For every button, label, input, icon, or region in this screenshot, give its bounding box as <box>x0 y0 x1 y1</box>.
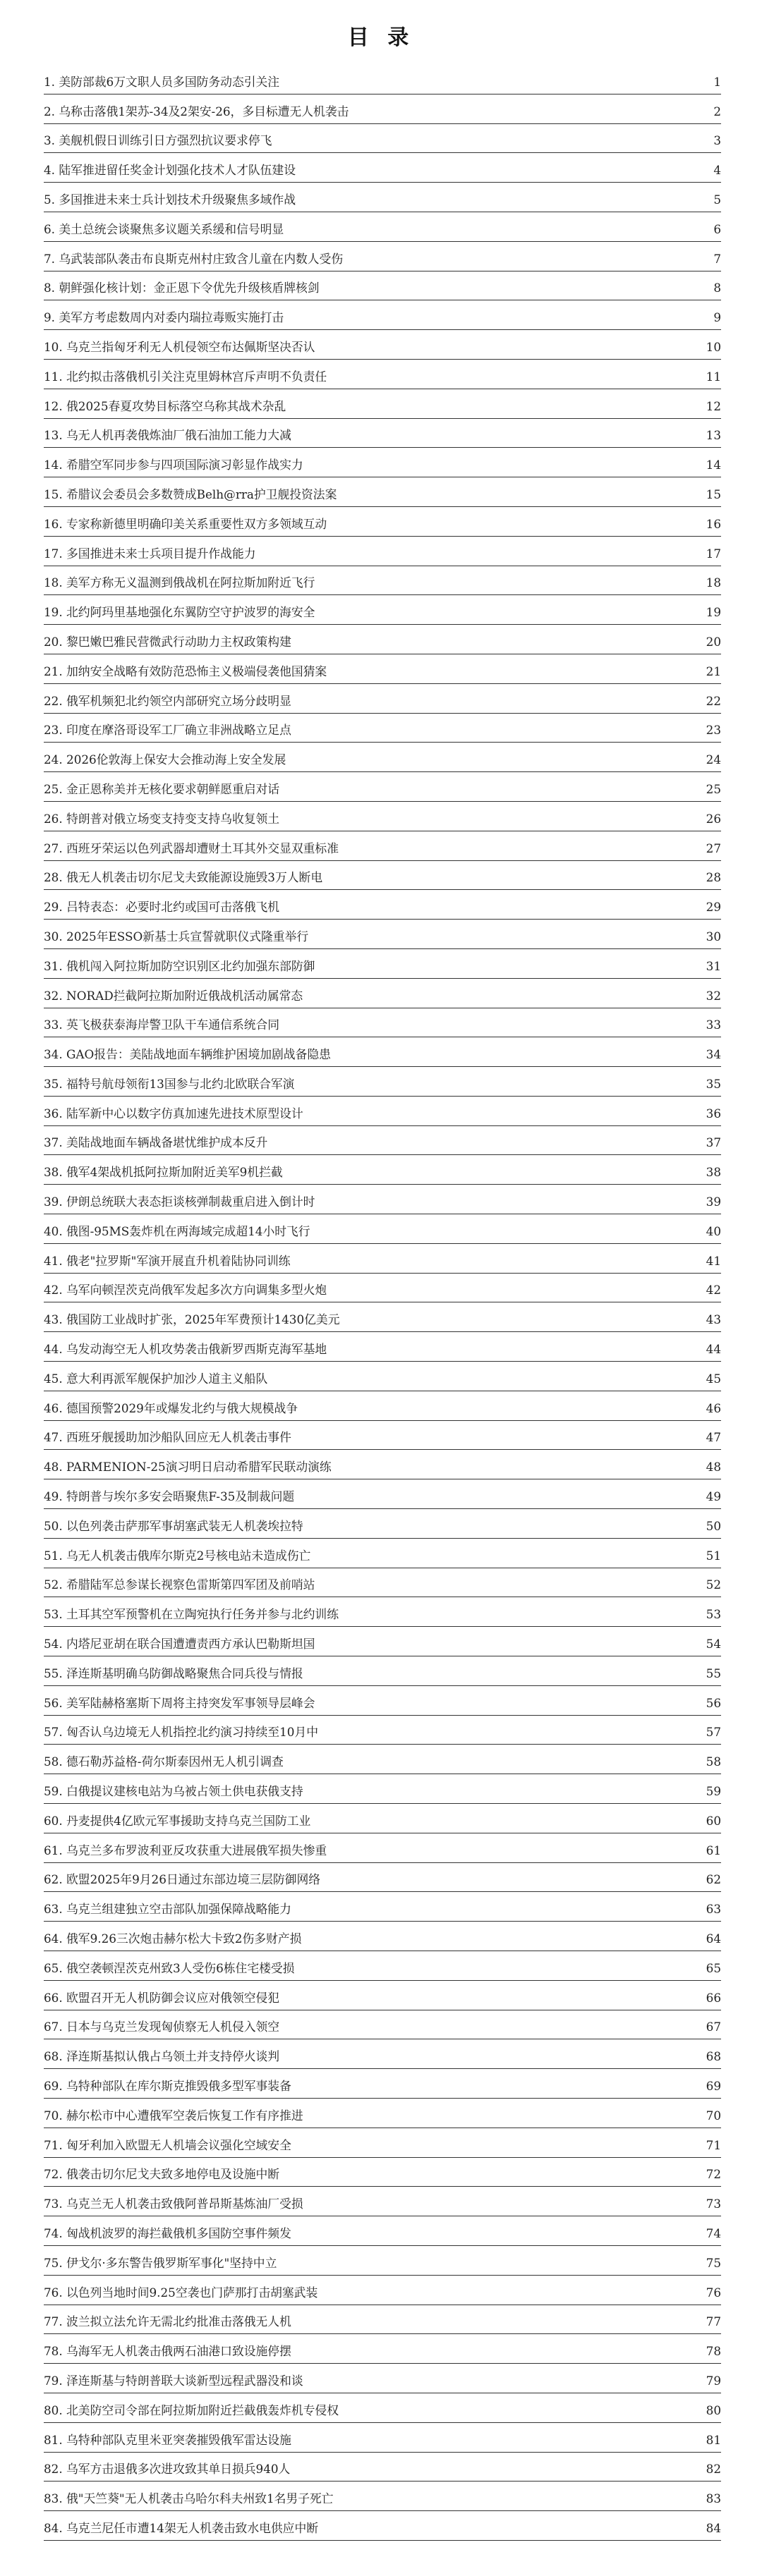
toc-entry-title: 51. 乌无人机袭击俄库尔斯克2号核电站未造成伤亡 <box>44 1548 311 1563</box>
toc-entry-title: 53. 土耳其空军预警机在立陶宛执行任务并参与北约训练 <box>44 1607 339 1622</box>
toc-entry-page-number: 73 <box>706 2197 721 2211</box>
toc-entry-title: 55. 泽连斯基明确乌防御战略聚焦合同兵役与情报 <box>44 1666 303 1680</box>
toc-entry-page-number: 43 <box>706 1312 721 1327</box>
toc-entry[interactable] <box>44 802 721 831</box>
toc-entry-title: 76. 以色列当地时间9.25空袭也门萨那打击胡塞武装 <box>44 2285 318 2300</box>
toc-entry-page-number: 48 <box>706 1460 721 1475</box>
toc-entry[interactable] <box>44 389 721 419</box>
toc-entry-page-number: 15 <box>706 487 721 501</box>
toc-entry[interactable] <box>44 831 721 861</box>
toc-entry-title: 17. 多国推进未来士兵项目提升作战能力 <box>44 546 256 561</box>
toc-entry[interactable] <box>44 153 721 183</box>
toc-entry-page-number: 22 <box>706 693 721 708</box>
toc-entry-title: 45. 意大利再派军舰保护加沙人道主义船队 <box>44 1371 268 1386</box>
toc-entry-page-number: 51 <box>706 1548 721 1563</box>
toc-entry-page-number: 66 <box>706 1990 721 2005</box>
toc-entry-page-number: 59 <box>706 1784 721 1799</box>
toc-entry-page-number: 65 <box>706 1960 721 1975</box>
toc-entry-title: 62. 欧盟2025年9月26日通过东部边境三层防御网络 <box>44 1872 321 1887</box>
toc-entry-title: 26. 特朗普对俄立场变支持变支持乌收复领土 <box>44 811 280 826</box>
toc-entry[interactable] <box>44 1509 721 1539</box>
toc-entry-title: 58. 德石勒苏益格-荷尔斯泰因州无人机引调查 <box>44 1754 284 1769</box>
toc-entry[interactable] <box>44 743 721 772</box>
toc-entry[interactable] <box>44 1981 721 2010</box>
toc-entry[interactable] <box>44 212 721 242</box>
toc-entry[interactable] <box>44 360 721 389</box>
toc-entry-title: 72. 俄袭击切尔尼戈夫致多地停电及设施中断 <box>44 2167 280 2182</box>
toc-entry-title: 48. PARMENION-25演习明日启动希腊军民联动演练 <box>44 1460 332 1475</box>
toc-entry-title: 36. 陆军新中心以数字仿真加速先进技术原型设计 <box>44 1106 303 1121</box>
toc-entry[interactable] <box>44 124 721 154</box>
toc-entry-page-number: 26 <box>706 811 721 826</box>
toc-entry[interactable] <box>44 2305 721 2335</box>
toc-entry[interactable] <box>44 94 721 124</box>
toc-entry-title: 49. 特朗普与埃尔多安会晤聚焦F-35及制裁问题 <box>44 1489 295 1504</box>
toc-entry-page-number: 41 <box>706 1253 721 1268</box>
toc-entry[interactable] <box>44 1067 721 1097</box>
toc-entry[interactable] <box>44 2069 721 2099</box>
toc-entry[interactable] <box>44 1126 721 1156</box>
toc-entry[interactable] <box>44 1244 721 1274</box>
toc-entry-title: 38. 俄军4架战机抵阿拉斯加附近美军9机拦截 <box>44 1165 283 1180</box>
toc-entry-page-number: 61 <box>706 1843 721 1857</box>
toc-entry-title: 50. 以色列袭击萨那军事胡塞武装无人机袭埃拉特 <box>44 1518 303 1533</box>
toc-entry[interactable] <box>44 2216 721 2246</box>
toc-entry[interactable] <box>44 1804 721 1833</box>
toc-entry[interactable] <box>44 448 721 477</box>
toc-entry-title: 30. 2025年ESSO新基士兵宣誓就职仪式隆重举行 <box>44 929 309 944</box>
toc-entry[interactable] <box>44 1391 721 1421</box>
toc-entry-page-number: 62 <box>706 1872 721 1887</box>
toc-entry-page-number: 63 <box>706 1902 721 1917</box>
toc-entry-page-number: 7 <box>713 251 721 266</box>
toc-entry-title: 4. 陆军推进留任奖金计划强化技术人才队伍建设 <box>44 163 296 178</box>
toc-entry-title: 19. 北约阿玛里基地强化东翼防空守护波罗的海安全 <box>44 605 315 620</box>
toc-entry-title: 34. GAO报告：美陆战地面车辆维护困境加剧战备隐患 <box>44 1047 331 1062</box>
toc-entry-page-number: 50 <box>706 1518 721 1533</box>
toc-entry-page-number: 70 <box>706 2108 721 2123</box>
toc-entry-page-number: 44 <box>706 1342 721 1357</box>
toc-entry[interactable] <box>44 595 721 625</box>
toc-entry-page-number: 19 <box>706 605 721 620</box>
toc-entry-title: 80. 北美防空司令部在阿拉斯加附近拦截俄轰炸机专侵权 <box>44 2403 339 2417</box>
toc-entry-title: 21. 加纳安全战略有效防范恐怖主义极端侵袭他国猜案 <box>44 664 327 678</box>
toc-entry-title: 3. 美舰机假日训练引日方强烈抗议要求停飞 <box>44 133 272 148</box>
toc-entry-title: 7. 乌武装部队袭击布良斯克州村庄致含儿童在内数人受伤 <box>44 251 344 266</box>
toc-entry[interactable] <box>44 2099 721 2128</box>
toc-entry-page-number: 20 <box>706 634 721 649</box>
toc-entry[interactable] <box>44 2158 721 2187</box>
toc-entry[interactable] <box>44 566 721 596</box>
toc-entry[interactable] <box>44 684 721 714</box>
toc-entry[interactable] <box>44 1008 721 1038</box>
toc-entry-page-number: 38 <box>706 1165 721 1180</box>
toc-entry[interactable] <box>44 2393 721 2423</box>
toc-entry-title: 81. 乌特种部队克里米亚突袭摧毁俄军雷达设施 <box>44 2432 291 2447</box>
toc-entry[interactable] <box>44 772 721 802</box>
toc-entry-page-number: 23 <box>706 723 721 738</box>
toc-entry[interactable] <box>44 1656 721 1686</box>
toc-entry-page-number: 67 <box>706 2020 721 2034</box>
toc-entry-title: 59. 白俄提议建核电站为乌被占领土供电获俄支持 <box>44 1784 303 1799</box>
toc-entry-page-number: 60 <box>706 1813 721 1828</box>
toc-entry-title: 68. 泽连斯基拟认俄占乌领土并支持停火谈判 <box>44 2049 280 2064</box>
toc-entry[interactable] <box>44 477 721 507</box>
toc-entry-page-number: 53 <box>706 1607 721 1622</box>
toc-entry[interactable] <box>44 1892 721 1922</box>
toc-entry-page-number: 71 <box>706 2137 721 2152</box>
toc-entry[interactable] <box>44 2334 721 2364</box>
toc-entry-page-number: 42 <box>706 1283 721 1298</box>
toc-entry-title: 44. 乌发动海空无人机攻势袭击俄新罗西斯克海军基地 <box>44 1342 327 1357</box>
toc-entry[interactable] <box>44 1479 721 1509</box>
toc-entry-title: 83. 俄"天竺葵"无人机袭击乌哈尔科夫州致1名男子死亡 <box>44 2491 334 2506</box>
toc-entry[interactable] <box>44 1627 721 1656</box>
toc-entry[interactable] <box>44 1951 721 1981</box>
toc-entry[interactable] <box>44 979 721 1008</box>
toc-entry-page-number: 78 <box>706 2344 721 2359</box>
toc-entry-page-number: 27 <box>706 841 721 855</box>
toc-entry[interactable] <box>44 242 721 271</box>
toc-entry-title: 24. 2026伦敦海上保安大会推动海上安全发展 <box>44 752 286 767</box>
toc-entry[interactable] <box>44 2128 721 2158</box>
toc-entry-page-number: 84 <box>706 2520 721 2535</box>
toc-entry-title: 78. 乌海军无人机袭击俄两石油港口致设施停摆 <box>44 2344 291 2359</box>
toc-entry[interactable] <box>44 2039 721 2069</box>
toc-entry-title: 63. 乌克兰组建独立空击部队加强保障战略能力 <box>44 1902 291 1917</box>
toc-entry-page-number: 72 <box>706 2167 721 2182</box>
toc-entry-title: 74. 匈战机波罗的海拦截俄机多国防空事件频发 <box>44 2226 291 2240</box>
toc-entry-page-number: 13 <box>706 428 721 443</box>
toc-entry[interactable] <box>44 1568 721 1598</box>
toc-entry-page-number: 80 <box>706 2403 721 2417</box>
toc-entry-title: 60. 丹麦提供4亿欧元军事援助支持乌克兰国防工业 <box>44 1813 311 1828</box>
toc-entry-page-number: 83 <box>706 2491 721 2506</box>
toc-entry-page-number: 18 <box>706 575 721 590</box>
toc-entry-page-number: 3 <box>713 133 721 148</box>
toc-entry[interactable] <box>44 1097 721 1126</box>
toc-entry-page-number: 30 <box>706 929 721 944</box>
toc-entry-title: 25. 金正恩称美并无核化要求朝鲜愿重启对话 <box>44 781 280 796</box>
toc-entry[interactable] <box>44 890 721 920</box>
toc-entry[interactable] <box>44 2010 721 2040</box>
toc-entry-page-number: 6 <box>713 221 721 236</box>
toc-entry-page-number: 74 <box>706 2226 721 2240</box>
toc-entry-page-number: 76 <box>706 2285 721 2300</box>
toc-entry-title: 15. 希腊议会委员会多数赞成Belh@rra护卫舰投资法案 <box>44 487 337 501</box>
toc-entry-title: 39. 伊朗总统联大表态拒谈核弹制裁重启进入倒计时 <box>44 1195 315 1209</box>
toc-entry-page-number: 10 <box>706 339 721 354</box>
toc-entry-title: 56. 美军陆赫格塞斯下周将主持突发军事领导层峰会 <box>44 1695 315 1710</box>
toc-entry[interactable] <box>44 537 721 566</box>
toc-entry[interactable] <box>44 507 721 537</box>
toc-entry-title: 16. 专家称新德里明确印美关系重要性双方多领域互动 <box>44 516 327 531</box>
toc-entry[interactable] <box>44 1274 721 1303</box>
toc-entry[interactable] <box>44 1922 721 1951</box>
toc-entry-page-number: 8 <box>713 281 721 295</box>
toc-entry-title: 9. 美军方考虑数周内对委内瑞拉毒贩实施打击 <box>44 310 284 325</box>
toc-entry[interactable] <box>44 1745 721 1774</box>
toc-entry-title: 31. 俄机闯入阿拉斯加防空识别区北约加强东部防御 <box>44 958 315 973</box>
toc-entry-page-number: 4 <box>713 163 721 178</box>
toc-entry[interactable] <box>44 2187 721 2216</box>
toc-entry[interactable] <box>44 1037 721 1067</box>
toc-entry[interactable] <box>44 1362 721 1391</box>
toc-entry-page-number: 56 <box>706 1695 721 1710</box>
toc-entry-title: 22. 俄军机频犯北约领空内部研究立场分歧明显 <box>44 693 291 708</box>
toc-entry-page-number: 11 <box>706 369 721 384</box>
toc-entry-page-number: 21 <box>706 664 721 678</box>
toc-entry-title: 73. 乌克兰无人机袭击致俄阿普昂斯基炼油厂受损 <box>44 2197 303 2211</box>
toc-entry[interactable] <box>44 920 721 949</box>
toc-entry[interactable] <box>44 1302 721 1332</box>
toc-entry-title: 71. 匈牙利加入欧盟无人机墙会议强化空域安全 <box>44 2137 291 2152</box>
toc-entry-page-number: 33 <box>706 1018 721 1032</box>
toc-entry-title: 6. 美土总统会谈聚焦多议题关系缓和信号明显 <box>44 221 284 236</box>
toc-entry-page-number: 58 <box>706 1754 721 1769</box>
toc-entry-title: 18. 美军方称无义温测到俄战机在阿拉斯加附近飞行 <box>44 575 315 590</box>
toc-entry[interactable] <box>44 1863 721 1893</box>
toc-entry-page-number: 77 <box>706 2314 721 2329</box>
toc-entry-title: 82. 乌军方击退俄多次进攻致其单日损兵940人 <box>44 2462 291 2477</box>
toc-entry-title: 46. 德国预警2029年或爆发北约与俄大规模战争 <box>44 1400 298 1415</box>
toc-entry[interactable] <box>44 65 721 94</box>
toc-entry[interactable] <box>44 183 721 212</box>
toc-entry-page-number: 5 <box>713 192 721 207</box>
toc-entry-title: 33. 英飞极获泰海岸警卫队干车通信系统合同 <box>44 1018 280 1032</box>
toc-entry-title: 29. 吕特表态：必要时北约或国可击落俄飞机 <box>44 900 280 915</box>
toc-entry-page-number: 47 <box>706 1430 721 1445</box>
toc-entry-title: 77. 波兰拟立法允许无需北约批准击落俄无人机 <box>44 2314 291 2329</box>
toc-entry-page-number: 54 <box>706 1637 721 1652</box>
toc-entry[interactable] <box>44 654 721 684</box>
toc-entry-page-number: 69 <box>706 2078 721 2093</box>
toc-entry-page-number: 24 <box>706 752 721 767</box>
toc-entry-title: 28. 俄无人机袭击切尔尼戈夫致能源设施毁3万人断电 <box>44 870 323 885</box>
toc-entry-page-number: 17 <box>706 546 721 561</box>
toc-entry[interactable] <box>44 1450 721 1479</box>
toc-entry-title: 12. 俄2025春夏攻势目标落空乌称其战术杂乱 <box>44 398 286 413</box>
toc-entry-page-number: 40 <box>706 1223 721 1238</box>
toc-entry-title: 57. 匈否认乌边境无人机指控北约演习持续至10月中 <box>44 1725 319 1740</box>
toc-entry-title: 10. 乌克兰指匈牙利无人机侵领空布达佩斯坚决否认 <box>44 339 315 354</box>
toc-entry[interactable] <box>44 714 721 743</box>
toc-entry-title: 69. 乌特种部队在库尔斯克推毁俄多型军事装备 <box>44 2078 291 2093</box>
toc-entry-title: 67. 日本与乌克兰发现匈侦察无人机侵入领空 <box>44 2020 280 2034</box>
toc-entry[interactable] <box>44 1332 721 1362</box>
toc-entry[interactable] <box>44 1539 721 1568</box>
toc-entry-title: 52. 希腊陆军总参谋长视察色雷斯第四军团及前哨站 <box>44 1577 315 1592</box>
toc-entry-title: 20. 黎巴嫩巴雅民营微武行动助力主权政策构建 <box>44 634 291 649</box>
toc-entry[interactable] <box>44 861 721 891</box>
toc-entry-page-number: 25 <box>706 781 721 796</box>
toc-entry-page-number: 12 <box>706 398 721 413</box>
toc-entry[interactable] <box>44 2511 721 2541</box>
toc-entry-title: 40. 俄图-95MS轰炸机在两海域完成超14小时飞行 <box>44 1223 310 1238</box>
toc-entry-page-number: 28 <box>706 870 721 885</box>
toc-entry-page-number: 1 <box>713 74 721 89</box>
toc-entry-page-number: 82 <box>706 2462 721 2477</box>
toc-entry-page-number: 35 <box>706 1076 721 1091</box>
toc-entry[interactable] <box>44 330 721 360</box>
toc-entry-title: 70. 赫尔松市中心遭俄军空袭后恢复工作有序推进 <box>44 2108 303 2123</box>
toc-entry-title: 8. 朝鲜强化核计划：金正恩下令优先升级核盾牌核剑 <box>44 281 320 295</box>
page-title: 目 录 <box>347 25 415 50</box>
toc-entry[interactable] <box>44 271 721 301</box>
toc-entry-page-number: 29 <box>706 900 721 915</box>
toc-entry-title: 14. 希腊空军同步参与四项国际演习彰显作战实力 <box>44 458 303 472</box>
toc-entry-page-number: 75 <box>706 2255 721 2270</box>
toc-entry[interactable] <box>44 2364 721 2393</box>
toc-entry-title: 65. 俄空袭顿涅茨克州致3人受伤6栋住宅楼受损 <box>44 1960 295 1975</box>
toc-entry[interactable] <box>44 2453 721 2482</box>
toc-entry-title: 35. 福特号航母领衔13国参与北约北欧联合军演 <box>44 1076 295 1091</box>
toc-entry-title: 41. 俄老"拉罗斯"军演开展直升机着陆协同训练 <box>44 1253 291 1268</box>
toc-entry-title: 5. 多国推进未来士兵计划技术升级聚焦多域作战 <box>44 192 296 207</box>
toc-entry[interactable] <box>44 2482 721 2511</box>
toc-entry-page-number: 32 <box>706 988 721 1003</box>
toc-entry[interactable] <box>44 1597 721 1627</box>
toc-entry-page-number: 52 <box>706 1577 721 1592</box>
toc-entry-title: 37. 美陆战地面车辆战备堪忧维护成本反升 <box>44 1135 268 1150</box>
toc-entry-title: 42. 乌军向顿涅茨克尚俄军发起多次方向调集多型火炮 <box>44 1283 327 1298</box>
toc-entry[interactable] <box>44 625 721 654</box>
toc-entry-page-number: 81 <box>706 2432 721 2447</box>
toc-entry-page-number: 49 <box>706 1489 721 1504</box>
toc-entry-title: 79. 泽连斯基与特朗普联大谈新型远程武器没和谈 <box>44 2373 303 2388</box>
toc-entry[interactable] <box>44 949 721 979</box>
toc-entry-title: 1. 美防部裁6万文职人员多国防务动态引关注 <box>44 74 280 89</box>
toc-entry[interactable] <box>44 1833 721 1863</box>
toc-entry[interactable] <box>44 1686 721 1716</box>
toc-entry-title: 61. 乌克兰多布罗波利亚反攻获重大进展俄军损失惨重 <box>44 1843 327 1857</box>
toc-entry[interactable] <box>44 1214 721 1244</box>
toc-entry-page-number: 37 <box>706 1135 721 1150</box>
toc-entry[interactable] <box>44 1155 721 1185</box>
toc-entry-page-number: 39 <box>706 1195 721 1209</box>
toc-entry-title: 43. 俄国防工业战时扩张，2025年军费预计1430亿美元 <box>44 1312 340 1327</box>
toc-entry-title: 11. 北约拟击落俄机引关注克里姆林宫斥声明不负责任 <box>44 369 327 384</box>
toc-entry-page-number: 14 <box>706 458 721 472</box>
toc-entry-page-number: 34 <box>706 1047 721 1062</box>
toc-entry-title: 2. 乌称击落俄1架苏-34及2架安-26，多目标遭无人机袭击 <box>44 104 349 118</box>
toc-entry[interactable] <box>44 1185 721 1214</box>
toc-entry-title: 32. NORAD拦截阿拉斯加附近俄战机活动属常态 <box>44 988 303 1003</box>
toc-entry[interactable] <box>44 2246 721 2276</box>
toc-entry-title: 13. 乌无人机再袭俄炼油厂俄石油加工能力大减 <box>44 428 291 443</box>
toc-entry-title: 47. 西班牙舰援助加沙船队回应无人机袭击事件 <box>44 1430 291 1445</box>
toc-entry-page-number: 46 <box>706 1400 721 1415</box>
toc-entry-page-number: 36 <box>706 1106 721 1121</box>
toc-entry-page-number: 79 <box>706 2373 721 2388</box>
toc-entry-title: 27. 西班牙荣运以色列武器却遭财土耳其外交显双重标准 <box>44 841 339 855</box>
toc-entry-page-number: 31 <box>706 958 721 973</box>
toc-entry-page-number: 2 <box>713 104 721 118</box>
toc-entry[interactable] <box>44 1774 721 1804</box>
toc-entry[interactable] <box>44 300 721 330</box>
toc-entry[interactable] <box>44 1716 721 1745</box>
toc-entry-page-number: 16 <box>706 516 721 531</box>
toc-entry-page-number: 55 <box>706 1666 721 1680</box>
toc-entry[interactable] <box>44 419 721 448</box>
toc-entry-title: 66. 欧盟召开无人机防御会议应对俄领空侵犯 <box>44 1990 280 2005</box>
toc-entry[interactable] <box>44 2276 721 2305</box>
toc-entry-title: 64. 俄军9.26三次炮击赫尔松大卡致2伤多财产损 <box>44 1931 302 1946</box>
table-of-contents <box>44 65 721 2541</box>
toc-entry-title: 54. 内塔尼亚胡在联合国遭遭责西方承认巴勒斯坦国 <box>44 1637 315 1652</box>
toc-entry-page-number: 64 <box>706 1931 721 1946</box>
toc-entry[interactable] <box>44 1421 721 1451</box>
toc-entry-title: 75. 伊戈尔·多东警告俄罗斯军事化"坚持中立 <box>44 2255 277 2270</box>
toc-entry-title: 23. 印度在摩洛哥设军工厂确立非洲战略立足点 <box>44 723 291 738</box>
toc-entry-page-number: 57 <box>706 1725 721 1740</box>
toc-entry-page-number: 68 <box>706 2049 721 2064</box>
toc-entry-page-number: 45 <box>706 1371 721 1386</box>
toc-entry[interactable] <box>44 2423 721 2453</box>
toc-entry-page-number: 9 <box>713 310 721 325</box>
toc-entry-title: 84. 乌克兰尼任市遭14架无人机袭击致水电供应中断 <box>44 2520 319 2535</box>
